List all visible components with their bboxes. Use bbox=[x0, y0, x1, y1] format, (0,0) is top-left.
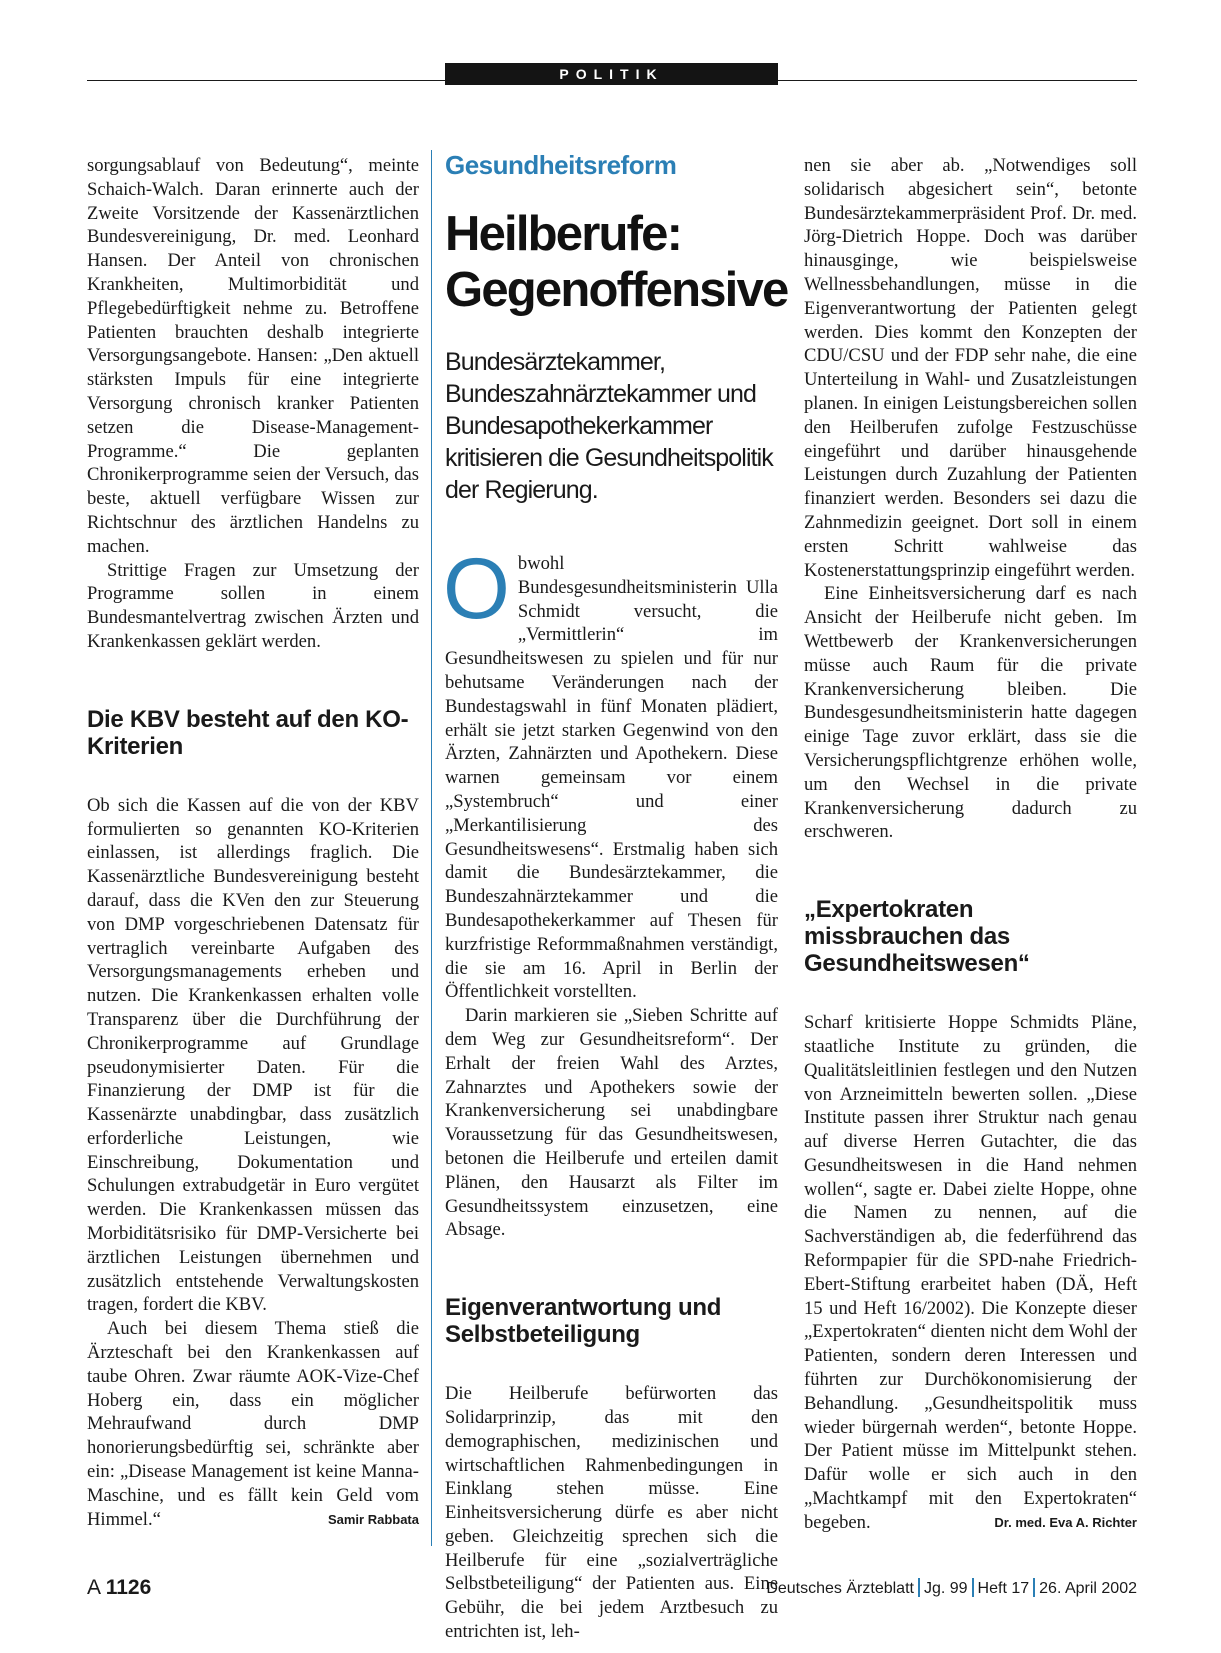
column-1 bbox=[87, 154, 419, 1531]
article-headline: Heilberufe: Gegenoffensive bbox=[445, 207, 788, 317]
paragraph-text: bwohl Bundesgesundheitsministerin Ulla Schmidt versucht, die „Vermittlerin“ im Gesundheitswesen zu spielen und für nur behutsame Veränderungen nach der Bundestagswahl in fünf Monaten plädiert, erhält sie jetzt starken Gegenwind von den Ärzten, Zahnärzten und Apothekern. Diese warnen gemeinsam vor einem „Systembruch“ und einer „Merkantilisierung des Gesundheitswesens“. Erstmalig haben sich damit die Bundesärztekammer, die Bundeszahnärztekammer und die Bundesapothekerkammer auf Thesen für kurzfristige Reformmaßnahmen verständigt, die sie am 16. April in Berlin der Öffentlichkeit vorstellten. bbox=[445, 553, 778, 1003]
paragraph: sorgungsablauf von Bedeutung“, meinte Schaich-Walch. Daran erinnerte auch der Zweite Vorsitzende der Kassenärztlichen Bundesvereinigung, Dr. med. Leonhard Hansen. Der Anteil von chronischen Krankheiten, Multimorbidität und Pflegebedürftigkeit nehme zu. Betroffene Patienten brauchten deshalb integrierte Versorgungsangebote. Hansen: „Den aktuell stärksten Impuls für eine integrierte Versorgung chronisch kranker Patienten setzen die Disease-Management-Programme.“ Die geplanten Chronikerprogramme seien der Versuch, das beste, aktuell verfügbare Wissen zur Richtschnur des ärztlichen Handelns zu machen. bbox=[87, 155, 419, 557]
paragraph bbox=[443, 541, 778, 1004]
subheading: Die KBV besteht auf den KO-Kriterien bbox=[87, 705, 409, 760]
subheading: Eigenverantwortung und Selbstbeteiligung bbox=[445, 1294, 722, 1349]
section-label: POLITIK bbox=[445, 63, 778, 85]
article-rubric: Gesundheitsreform bbox=[445, 150, 677, 180]
column-2 bbox=[443, 150, 788, 1644]
author-byline: Samir Rabbata bbox=[327, 1511, 419, 1527]
paragraph: Darin markieren sie „Sieben Schritte auf dem Weg zur Gesundheitsreform“. Der Erhalt der freien Wahl des Arztes, Zahnarztes und Apothekers sowie der Krankenversicherung sei unabdingbare Voraussetzung für das Gesundheitswesen, betonen die Heilberufe und erteilen damit Plänen, den Hausarzt als Filter im Gesundheitssystem einzusetzen, eine Absage. bbox=[445, 1005, 778, 1241]
page-number bbox=[87, 1576, 151, 1600]
subheading: „Expertokraten missbrauchen das Gesundheitswesen“ bbox=[804, 896, 1030, 978]
paragraph: Eine Einheitsversicherung darf es nach Ansicht der Heilberufe nicht geben. Im Wettbewerb der Krankenversicherungen müsse auch Raum für die private Krankenversicherung bleiben. Die Bundesgesundheitsministerin hatte dagegen einige Tage zuvor erklärt, dass sie die Versicherungspflichtgrenze erhöhen wolle, um den Wechsel in die private Krankenversicherung dadurch zu erschweren. bbox=[804, 583, 1137, 843]
paragraph bbox=[804, 1011, 1137, 1535]
paragraph: Ob sich die Kassen auf die von der KBV formulierten so genannten KO-Kriterien einlassen, ist allerdings fraglich. Die Kassenärztliche Bundesvereinigung besteht darauf, dass die KVen den zur Steuerung von DMP vorgeschriebenen Datensatz für vertraglich vereinbarte Aufgaben des Versorgungsmanagements erheben und nutzen. Die Krankenkassen erhalten volle Transparenz über die Durchführung der Chronikerprogramme auf Grundlage pseudonymisierter Daten. Für die Finanzierung der DMP ist für die Kassenärzte unabdingbar, dass zusätzlich erforderliche Leistungen, wie Einschreibung, Dokumentation und Schulungen extrabudgetär in Euro vergütet werden. Die Krankenkassen müssen das Morbiditätsrisiko für DMP-Versicherte bei ärztlichen Leistungen übernehmen und zusätzlich entstehende Verwaltungskosten tragen, fordert die KBV. bbox=[87, 794, 419, 1316]
paragraph-text: Scharf kritisierte Hoppe Schmidts Pläne, staatliche Institute zu gründen, die Qualitätsleitlinien festlegen und den Nutzen von Arzneimitteln bewerten sollen. „Diese Institute passen ihrer Struktur nach genau auf diverse Herren Gutachter, die das Gesundheitswesen in die Hand nehmen wollen“, sagte er. Dabei zielte Hoppe, ohne die Namen zu nennen, auf die Sachverständigen ab, die federführend das Reformpapier für die SPD-nahe Friedrich-Ebert-Stiftung erarbeitet haben (DÄ, Heft 15 und Heft 16/2002). Die Konzepte dieser „Expertokraten“ dienten nicht dem Wohl der Patienten, sondern deren Interessen und führten zur Durchökonomisierung der Behandlung. „Gesundheitspolitik muss wieder bürgernah werden“, betonte Hoppe. Der Patient müsse im Mittelpunkt stehen. Dafür wolle er sich auch in den „Machtkampf mit den Expertokraten“ begeben. bbox=[804, 1012, 1137, 1533]
journal-info bbox=[766, 1578, 1137, 1598]
drop-cap: O bbox=[443, 541, 510, 637]
journal-volume: Jg. 99 bbox=[923, 1580, 968, 1597]
footer-separator bbox=[918, 1578, 920, 1597]
footer-separator bbox=[1033, 1578, 1035, 1597]
author-byline: Dr. med. Eva A. Richter bbox=[994, 1514, 1137, 1530]
page-prefix: A bbox=[87, 1576, 100, 1599]
column-3 bbox=[804, 154, 1137, 1535]
journal-name: Deutsches Ärzteblatt bbox=[766, 1580, 914, 1597]
article-lead: Bundesärztekammer, Bundeszahnärztekammer und Bundesapothekerkammer kritisieren die Gesundheitspolitik der Regierung. bbox=[445, 348, 773, 504]
journal-date: 26. April 2002 bbox=[1039, 1580, 1137, 1597]
column-divider bbox=[431, 150, 432, 1546]
paragraph: Die Heilberufe befürworten das Solidarprinzip, das mit den demographischen, medizinischen und wirtschaftlichen Rahmenbedingungen in Einklang stehen müsse. Eine Einheitsversicherung dürfe es aber nicht geben. Gleichzeitig sprechen sich die Heilberufe für eine „sozialverträgliche Selbstbeteiligung“ der Patienten aus. Eine Gebühr, die bei jedem Arztbesuch zu entrichten ist, leh- bbox=[445, 1383, 778, 1643]
footer-separator bbox=[972, 1578, 974, 1597]
paragraph-text: Auch bei diesem Thema stieß die Ärzteschaft bei den Krankenkassen auf taube Ohren. Zwar räumte AOK-Vize-Chef Hoberg ein, dass ein möglicher Mehraufwand durch DMP honorierungsbedürftig sei, schränkte aber ein: „Disease Management ist keine Manna-Maschine, und es fällt kein Geld vom Himmel.“ bbox=[87, 1318, 419, 1530]
paragraph: nen sie aber ab. „Notwendiges soll solidarisch abgesichert sein“, betonte Bundesärztekammerpräsident Prof. Dr. med. Jörg-Dietrich Hoppe. Doch was darüber hinausginge, wie beispielsweise Wellnessbehandlungen, müsse in die Eigenverantwortung der Patienten gelegt werden. Dies kommt den Konzepten der CDU/CSU und der FDP sehr nahe, die eine Unterteilung in Wahl- und Zusatzleistungen planen. In einigen Leistungsbereichen sollen den Heilberufen zufolge Festzuschüsse eingeführt und darüber hinausgehende Leistungen durch Zuzahlung der Patienten finanziert werden. Besonders sei dazu die Zahnmedizin geeignet. Dort soll in einem ersten Schritt wahlweise das Kostenerstattungsprinzip eingeführt werden. bbox=[804, 155, 1137, 581]
paragraph: Strittige Fragen zur Umsetzung der Programme sollen in einem Bundesmantelvertrag zwischen Ärzten und Krankenkassen geklärt werden. bbox=[87, 559, 419, 652]
paragraph bbox=[87, 1317, 419, 1531]
journal-issue: Heft 17 bbox=[977, 1580, 1030, 1597]
page-number-value: 1126 bbox=[105, 1576, 152, 1599]
